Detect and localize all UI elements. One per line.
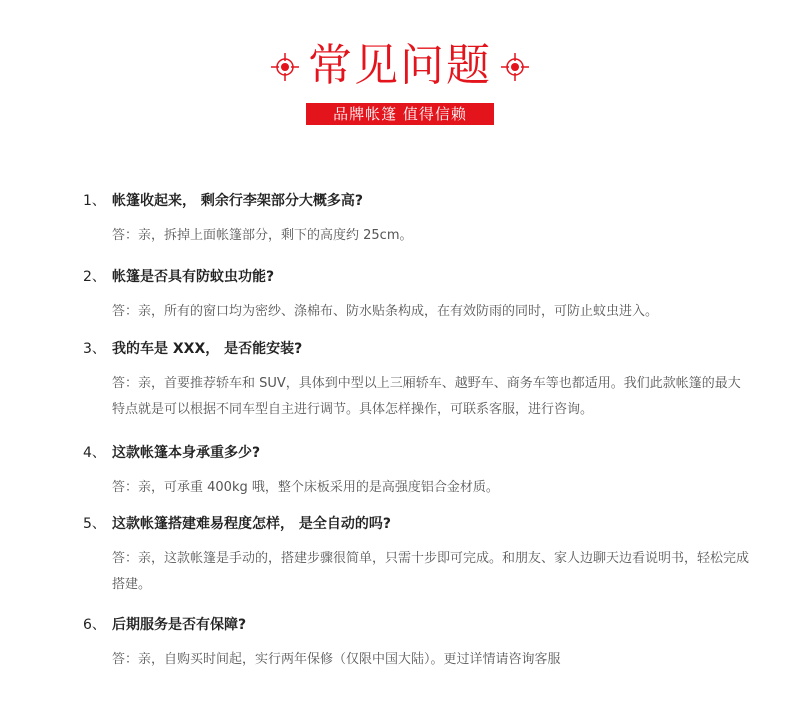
faq-question-text: 帐篷收起来， 剩余行李架部分大概多高? [112,193,363,209]
faq-item-1 [0,188,800,264]
faq-question-text: 帐篷是否具有防蚊虫功能? [112,269,275,285]
faq-question-text: 这款帐篷本身承重多少? [112,445,261,461]
faq-question-text: 这款帐篷搭建难易程度怎样， 是全自动的吗? [112,516,391,532]
faq-number: 1、 [83,193,106,209]
faq-question [0,264,800,290]
faq-question-text: 后期服务是否有保障? [112,617,247,633]
faq-item-2 [0,264,800,336]
faq-answer: 答：亲，可承重 400kg 哦，整个床板采用的是高强度铝合金材质。 [112,480,499,495]
faq-number: 2、 [83,269,106,285]
faq-answer: 答：亲，自购买时间起，实行两年保修（仅限中国大陆）。更过详情请咨询客服 [112,652,561,667]
faq-answer: 答：亲，这款帐篷是手动的，搭建步骤很简单，只需十步即可完成。和朋友、家人边聊天边看说明书，轻松完成搭建。 [112,551,750,592]
faq-number: 5、 [83,516,106,532]
faq-item-4 [0,440,800,511]
faq-number: 6、 [83,617,106,633]
faq-answer: 答：亲，首要推荐轿车和 SUV，具体到中型以上三厢轿车、越野车、商务车等也都适用。我们此款帐篷的最大特点就是可以根据不同车型自主进行调节。具体怎样操作，可联系客服，进行咨询。 [112,376,741,417]
header [0,0,800,140]
page-title: 常见问题 [308,40,492,91]
faq-number: 4、 [83,445,106,461]
faq-question [0,612,800,638]
faq-question [0,440,800,466]
faq-number: 3、 [83,341,106,357]
faq-answer: 答：亲，所有的窗口均为密纱、涤棉布、防水贴条构成，在有效防雨的同时，可防止蚊虫进入。 [112,304,659,319]
faq-question [0,511,800,537]
faq-item-3 [0,336,800,440]
faq-question [0,188,800,214]
faq-item-6 [0,612,800,684]
faq-question [0,336,800,362]
faq-list [0,188,800,684]
faq-item-5 [0,511,800,612]
faq-answer: 答：亲，拆掉上面帐篷部分，剩下的高度约 25cm。 [112,228,413,243]
faq-question-text: 我的车是 XXX， 是否能安装? [112,341,303,357]
subtitle-banner: 品牌帐篷 值得信赖 [306,103,494,125]
target-icon [500,52,530,82]
